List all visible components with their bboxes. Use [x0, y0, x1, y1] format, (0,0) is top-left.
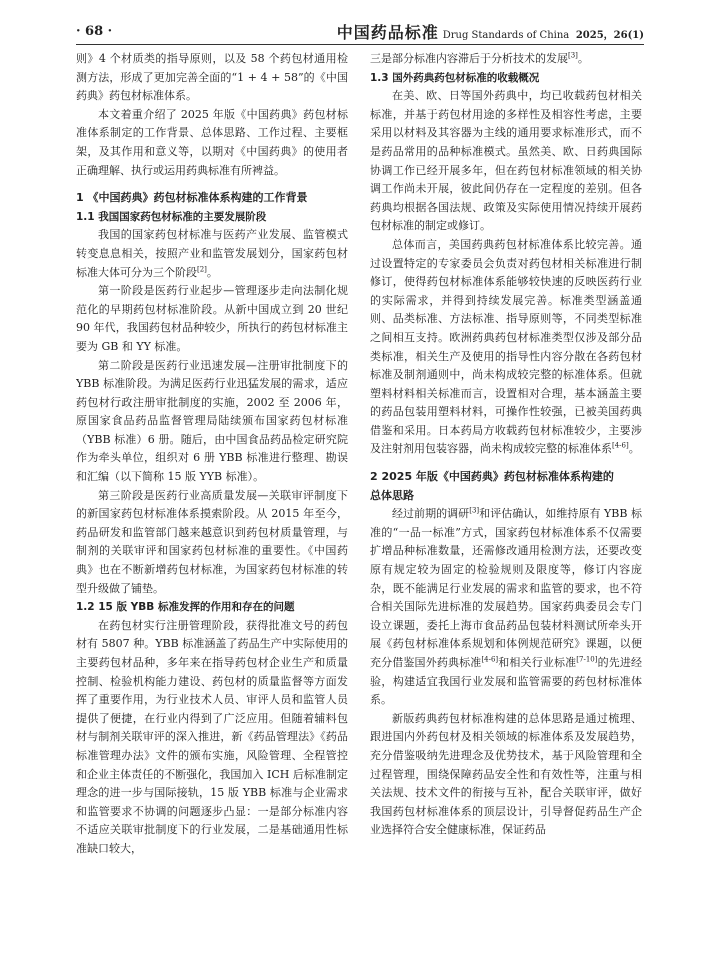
paragraph: 本文着重介绍了 2025 年版《中国药典》药包材标准体系制定的工作背景、总体思路、工作过程、主要框架，及其作用和意义等，以期对《中国药典》的使用者正确理解、执行或运用药典标准有所裨益。 [76, 107, 348, 177]
journal-title-cn: 中国药品标准 [336, 23, 439, 42]
journal-issue: 2025，26(1) [575, 30, 644, 41]
citation: [3] [568, 51, 578, 60]
journal-title [337, 20, 644, 43]
heading-text: 2 2025 年版《中国药典》药包材标准体系构建的 [370, 470, 614, 484]
paragraph [76, 226, 348, 282]
paragraph [370, 50, 642, 69]
paragraph: 在药包材实行注册管理阶段，获得批准文号的药包材有 5807 种。YBB 标准涵盖了药品生产中实际使用的主要药包材品种，多年来在指导药包材企业生产和质量控制、检验机构能力建设、药包材的质量监督等方面发挥了重要作用，为行业技术人员、审评人员和监管人员提供了便捷，在行业内得到了广泛应用。但随着辅料包材与制剂关联审评的深入推进，新《药品管理法》《药品标准管理办法》文件的颁布实施，风险管理、全程管控和企业主体责任的不断强化，我国加入 ICH 后标准制定理念的进一步与国际接轨，15 版 YBB 标准与企业需求和监管要求不协调的问题逐步凸显：一是部分标准内容不适应关联审批制度下的行业发展，二是基础通用性标准缺口较大， [76, 618, 348, 855]
page-number: · 68 · [76, 24, 113, 39]
journal-title-en: Drug Standards of China [442, 30, 570, 41]
paragraph [370, 236, 642, 459]
subsection-heading-1-1: 1.1 我国国家药包材标准的主要发展阶段 [76, 210, 267, 223]
subsection-heading-1-3: 1.3 国外药典药包材标准的收载概况 [370, 71, 540, 84]
citation: [4-6] [481, 655, 499, 664]
citation: [7-10] [576, 655, 598, 664]
paragraph-text: 经过前期的调研 [392, 507, 470, 521]
heading-text: 总体思路 [370, 488, 414, 502]
paragraph-text: 和评估确认，如维持原有 YBB 标准的“一品一标准”方式，国家药包材标准体系不仅需要扩增品种标准数量，还需修改通用检测方法，还要改变原有规定较为固定的检验规则及限度等，修订内容庞杂，既不能满足行业发展的需求和监管的要求，也不符合相关国际先进标准的发展趋势。国家药典委员会专门设立课题，委托上海市食品药品包装材料测试所牵头开展《药包材标准体系规划和体例规范研究》课题，以便充分借鉴国外药典标准 [370, 507, 642, 669]
paragraph-text: 我国的国家药包材标准与医药产业发展、监管模式转变息息相关，按照产业和监管发展划分，国家药包材标准大体可分为三个阶段 [76, 228, 348, 279]
left-column [76, 50, 348, 940]
paragraph [370, 505, 642, 710]
right-column [370, 50, 642, 940]
paragraph: 在美、欧、日等国外药典中，均已收载药包材相关标准，并基于药包材用途的多样性及相容性考虑，主要采用以材料及其容器为主线的通用要求标准形式，而不是药品常用的品种标准模式。虽然美、欧、日药典国际协调工作已经开展多年，但在药包材标准领域的相关协调工作尚未开展，彼此间仍存在一定程度的差别。但各药典均根据各国法规、政策及实际使用情况持续开展药包材标准的制定或修订。 [370, 89, 642, 233]
paragraph-text: 三是部分标准内容滞后于分析技术的发展 [370, 52, 568, 65]
paragraph: 第一阶段是医药行业起步—管理逐步走向法制化规范化的早期药包材标准阶段。从新中国成立到 20 世纪 90 年代，我国药包材品种较少，所执行的药包材标准主要为 GB 和 YY 标准。 [76, 284, 348, 353]
paragraph-text: 。 [577, 52, 589, 65]
paragraph: 第二阶段是医药行业迅速发展—注册审批制度下的 YBB 标准阶段。为满足医药行业迅猛发展的需求，适应药包材行政注册审批制度的实施，2002 至 2006 年，原国家食品药品监督管理局陆续颁布国家药包材标准（YBB 标准）6 册。随后，由中国食品药品检定研究院作为牵头单位，组织对 6 册 YBB 标准进行整理、勘误和汇编（以下简称 15 版 YYB 标准）。 [76, 358, 348, 484]
citation: [2] [197, 264, 207, 273]
header-rule [76, 44, 644, 45]
section-heading-2 [370, 468, 642, 505]
paragraph-text: 。 [206, 265, 218, 279]
paragraph-text: 的先进经验，构建适宜我国行业发展和监管需要的药包材标准体系。 [370, 656, 642, 707]
subsection-heading-1-2: 1.2 15 版 YBB 标准发挥的作用和存在的问题 [76, 601, 295, 614]
paragraph-text: 。 [628, 442, 640, 456]
paragraph-text: 总体而言，美国药典药包材标准体系比较完善。通过设置特定的专家委员会负责对药包材相关标准进行制修订，使得药包材标准体系能够较快速的反映医药行业的实际需求，并得到持续发展完善。标准类型涵盖通则、品类标准、方法标准、指导原则等，不同类型标准之间相互支持。欧洲药典药包材标准类型仅涉及部分品类标准，相关生产及使用的指导性内容分散在各药包材标准及制剂通则中，尚未构成较完整的标准体系。但就塑料材料相关标准而言，设置相对合理，基本涵盖主要的药品包装用塑料材料，可操作性较强，已被美国药典借鉴和采用。日本药局方收载药包材标准较少，主要涉及注射剂用包装容器，尚未构成较完整的标准体系 [370, 237, 642, 456]
paragraph: 第三阶段是医药行业高质量发展—关联审评制度下的新国家药包材标准体系摸索阶段。从 2015 年至今，药品研发和监管部门越来越意识到药包材质量管理，与制剂的关联审评和国家药包材标准的重要性。《中国药典》也在不断新增药包材标准，为国家药包材标准的转型升级做了铺垫。 [76, 488, 348, 595]
section-heading-1: 1 《中国药典》药包材标准体系构建的工作背景 [76, 191, 308, 205]
citation: [3] [469, 506, 480, 515]
paragraph: 新版药典药包材标准构建的总体思路是通过梳理、跟进国内外药包材及相关领域的标准体系及发展趋势，充分借鉴吸纳先进理念及优势技术，基于风险管理和全过程管理，围绕保障药品安全性和有效性等，注重与相关法规、技术文件的衔接与互补，配合关联审评，做好我国药包材标准体系的顶层设计，引导督促药品生产企业选择符合安全健康标准，保证药品 [370, 711, 642, 837]
paragraph: 则》4 个材质类的指导原则，以及 58 个药包材通用检测方法，形成了更加完善全面的“1 + 4 + 58”的《中国药典》药包材标准体系。 [76, 52, 348, 103]
page-header [76, 16, 644, 46]
paragraph-text: 和相关行业标准 [498, 656, 577, 669]
citation: [4-6] [612, 441, 629, 450]
